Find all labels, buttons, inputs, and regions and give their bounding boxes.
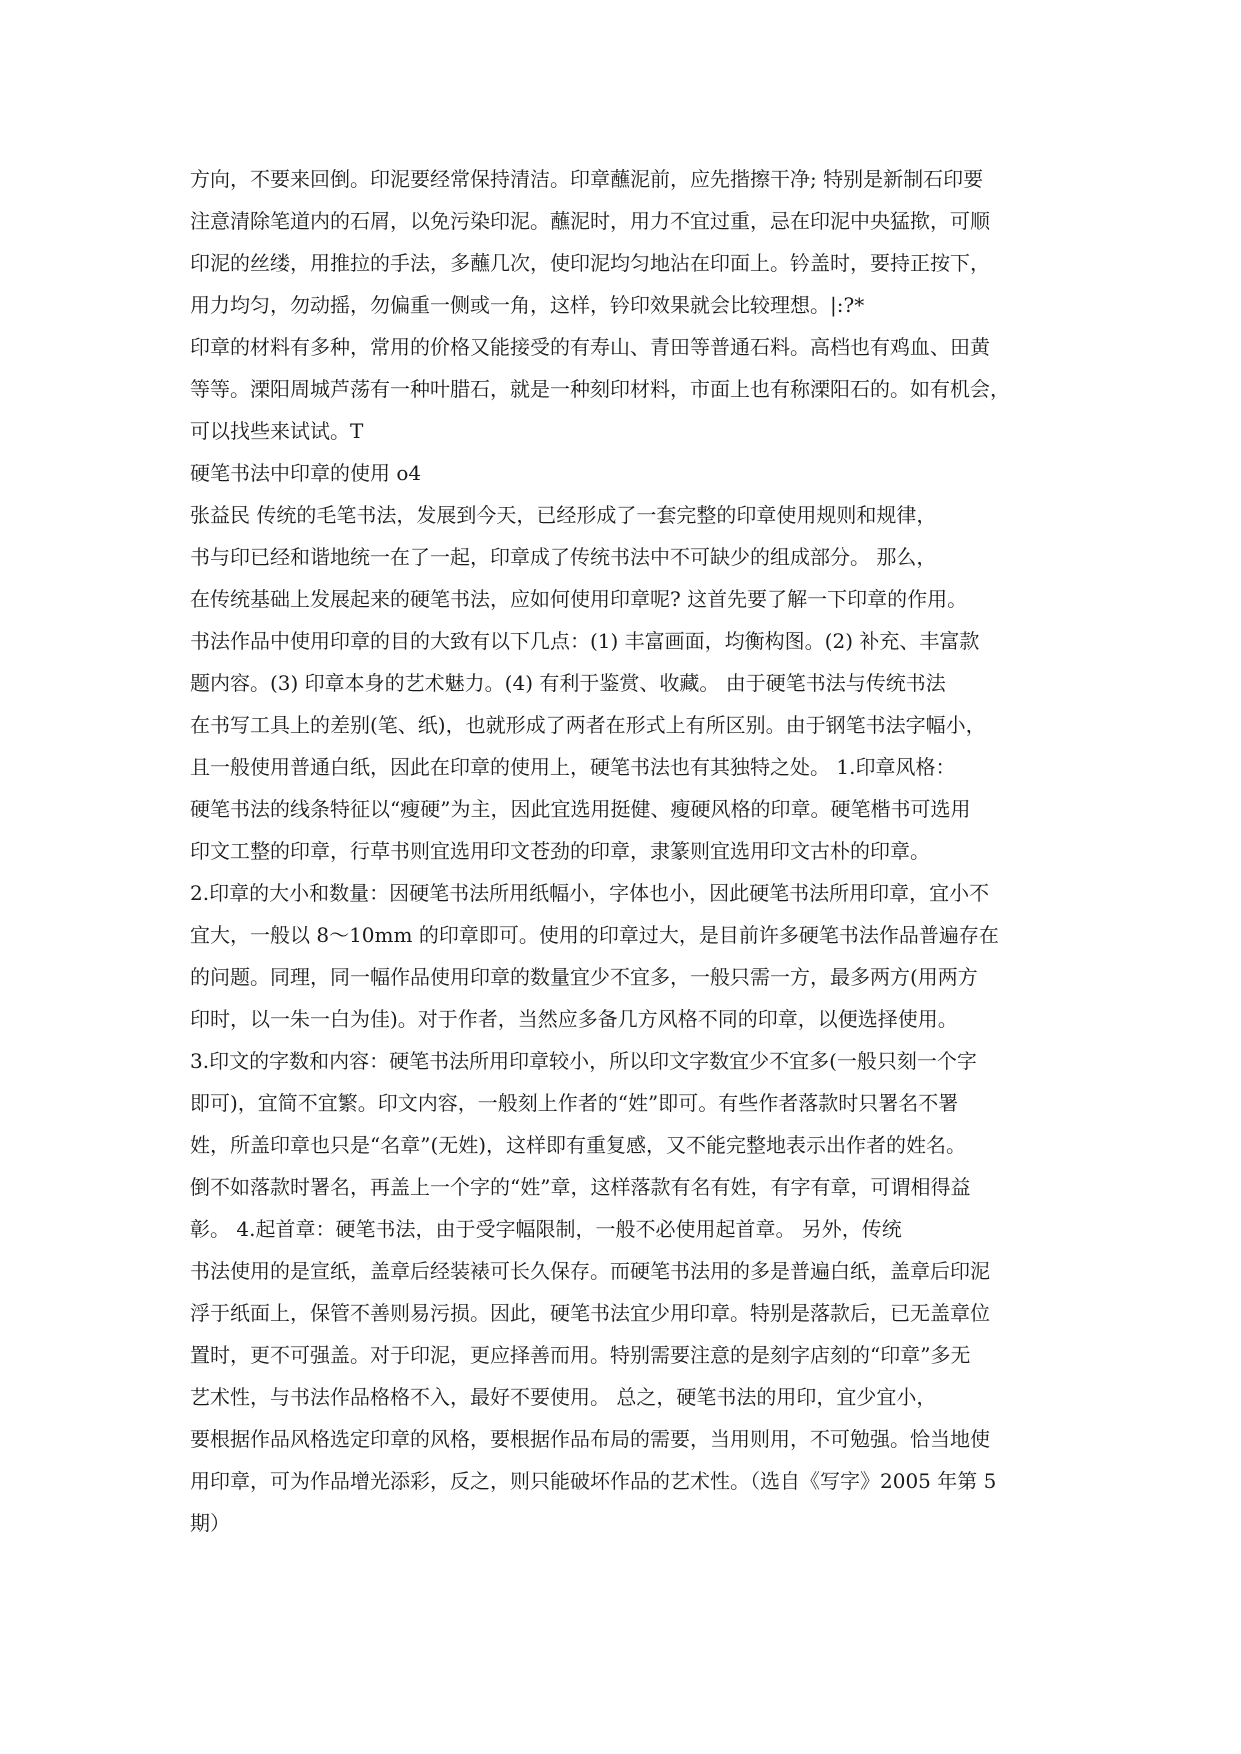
text-line: 2.印章的大小和数量：因硬笔书法所用纸幅小，字体也小，因此硬笔书法所用印章，宜小不 [190, 881, 990, 905]
text-line: 且一般使用普通白纸，因此在印章的使用上，硬笔书法也有其独特之处。 1.印章风格： [190, 755, 956, 779]
text-line: 方向，不要来回倒。印泥要经常保持清洁。印章蘸泥前，应先揩擦干净; 特别是新制石印要 [190, 167, 984, 191]
text-line: 硬笔书法的线条特征以“瘦硬”为主，因此宜选用挺健、瘦硬风格的印章。硬笔楷书可选用 [190, 797, 971, 821]
text-line: 印泥的丝缕，用推拉的手法，多蘸几次，使印泥均匀地沾在印面上。钤盖时，要持正按下， [190, 251, 990, 275]
text-line: 张益民 传统的毛笔书法，发展到今天，已经形成了一套完整的印章使用规则和规律， [190, 503, 937, 527]
text-line: 宜大，一般以 8～10mm 的印章即可。使用的印章过大，是目前许多硬笔书法作品普遍存在 [190, 923, 999, 947]
text-line: 3.印文的字数和内容：硬笔书法所用印章较小，所以印文字数宜少不宜多(一般只刻一个字 [190, 1049, 977, 1073]
text-line: 可以找些来试试。T [190, 419, 364, 443]
text-line: 艺术性，与书法作品格格不入，最好不要使用。 总之，硬笔书法的用印，宜少宜小， [190, 1385, 937, 1409]
text-line: 在传统基础上发展起来的硬笔书法，应如何使用印章呢? 这首先要了解一下印章的作用。 [190, 587, 968, 611]
text-line: 书法作品中使用印章的目的大致有以下几点：(1) 丰富画面，均衡构图。(2) 补充、丰富款 [190, 629, 980, 653]
text-line: 彰。 4.起首章：硬笔书法，由于受字幅限制，一般不必使用起首章。 另外，传统 [190, 1217, 902, 1241]
article-title: 硬笔书法中印章的使用 o4 [190, 461, 422, 485]
text-line: 在书写工具上的差别(笔、纸)，也就形成了两者在形式上有所区别。由于钢笔书法字幅小， [190, 713, 986, 737]
text-line: 期） [190, 1511, 230, 1535]
text-line: 的问题。同理，同一幅作品使用印章的数量宜少不宜多，一般只需一方，最多两方(用两方 [190, 965, 978, 989]
text-line: 置时，更不可强盖。对于印泥，更应择善而用。特别需要注意的是刻字店刻的“印章”多无 [190, 1343, 971, 1367]
text-line: 等等。溧阳周城芦荡有一种叶腊石，就是一种刻印材料，市面上也有称溧阳石的。如有机会， [190, 377, 1010, 401]
text-line: 浮于纸面上，保管不善则易污损。因此，硬笔书法宜少用印章。特别是落款后，已无盖章位 [190, 1301, 990, 1325]
text-line: 用力均匀，勿动摇，勿偏重一侧或一角，这样，钤印效果就会比较理想。|:?* [190, 293, 865, 317]
text-line: 印时，以一朱一白为佳)。对于作者，当然应多备几方风格不同的印章，以便选择使用。 [190, 1007, 958, 1031]
text-line: 倒不如落款时署名，再盖上一个字的“姓”章，这样落款有名有姓，有字有章，可谓相得益 [190, 1175, 971, 1199]
text-line: 印文工整的印章，行草书则宜选用印文苍劲的印章，隶篆则宜选用印文古朴的印章。 [190, 839, 930, 863]
text-line: 书法使用的是宣纸，盖章后经装裱可长久保存。而硬笔书法用的多是普遍白纸，盖章后印泥 [190, 1259, 990, 1283]
article-body [190, 158, 1070, 1544]
text-line: 书与印已经和谐地统一在了一起，印章成了传统书法中不可缺少的组成部分。 那么， [190, 545, 937, 569]
text-line: 用印章，可为作品增光添彩，反之，则只能破坏作品的艺术性。（选自《写字》2005 年第 5 [190, 1469, 997, 1493]
text-line: 要根据作品风格选定印章的风格，要根据作品布局的需要，当用则用，不可勉强。恰当地使 [190, 1427, 990, 1451]
text-line: 印章的材料有多种，常用的价格又能接受的有寿山、青田等普通石料。高档也有鸡血、田黄 [190, 335, 990, 359]
text-line: 题内容。(3) 印章本身的艺术魅力。(4) 有利于鉴赏、收藏。 由于硬笔书法与传统书法 [190, 671, 946, 695]
text-line: 注意清除笔道内的石屑，以免污染印泥。蘸泥时，用力不宜过重，忌在印泥中央猛揿，可顺 [190, 209, 990, 233]
text-line: 即可)，宜简不宜繁。印文内容，一般刻上作者的“姓”即可。有些作者落款时只署名不署 [190, 1091, 959, 1115]
text-line: 姓，所盖印章也只是“名章”(无姓)，这样即有重复感，又不能完整地表示出作者的姓名。 [190, 1133, 967, 1157]
